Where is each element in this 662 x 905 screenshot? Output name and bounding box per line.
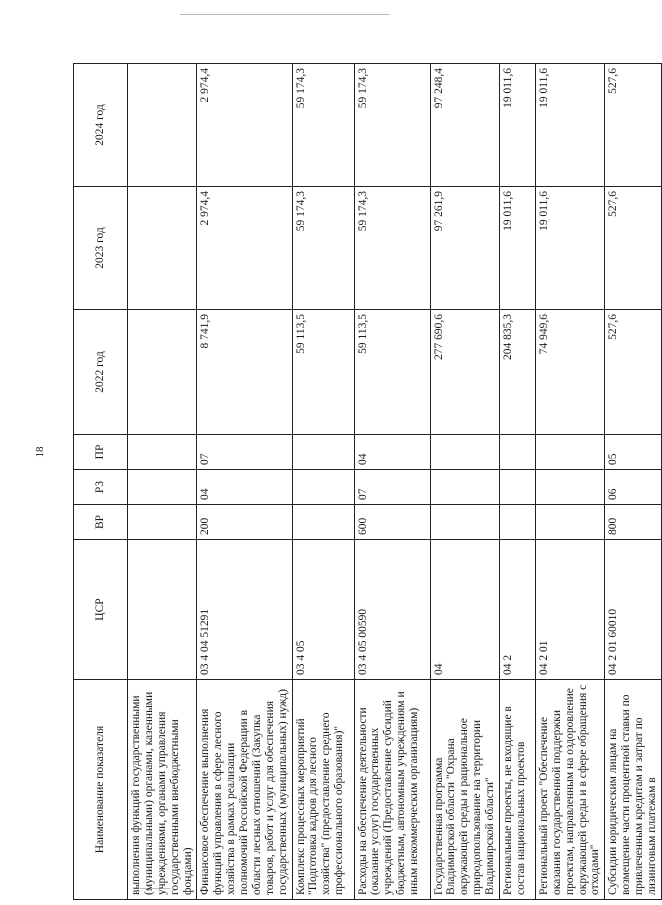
cell-pr <box>430 435 499 470</box>
cell-name: Региональный проект "Обеспечение оказания государственной поддержки проектам, направленным на оздоровление окружающей среды и в сфере обращения с отходами" <box>535 680 604 900</box>
table-row <box>430 64 499 900</box>
cell-rz: 04 <box>197 470 292 505</box>
cell-2023: 59 174,3 <box>292 187 354 310</box>
cell-2023: 527,6 <box>605 187 662 310</box>
header-vr: ВР <box>74 505 128 540</box>
cell-2022 <box>128 310 197 435</box>
table-area <box>73 64 658 900</box>
cell-pr: 04 <box>354 435 430 470</box>
cell-csr: 04 2 01 <box>535 540 604 680</box>
cell-2024: 19 011,6 <box>499 64 535 187</box>
cell-vr: 800 <box>605 505 662 540</box>
cell-vr <box>430 505 499 540</box>
table-row <box>292 64 354 900</box>
page-number: 18 <box>34 446 46 458</box>
cell-2022: 527,6 <box>605 310 662 435</box>
cell-vr <box>499 505 535 540</box>
cell-name: Государственная программа Владимирской области "Охрана окружающей среды и рациональное природопользование на территории Владимирской области" <box>430 680 499 900</box>
cell-vr <box>292 505 354 540</box>
cell-2023: 97 261,9 <box>430 187 499 310</box>
cell-vr <box>535 505 604 540</box>
cell-pr <box>499 435 535 470</box>
cell-pr: 07 <box>197 435 292 470</box>
cell-2024: 97 248,4 <box>430 64 499 187</box>
cell-name: Субсидии юридическим лицам на возмещение части процентной ставки по привлеченным кредитам и затрат по лизинговым платежам в <box>605 680 662 900</box>
cell-pr <box>128 435 197 470</box>
cell-csr: 03 4 05 <box>292 540 354 680</box>
cell-vr <box>128 505 197 540</box>
cell-name: Региональные проекты, не входящие в состав национальных проектов <box>499 680 535 900</box>
table-row <box>197 64 292 900</box>
cell-vr: 600 <box>354 505 430 540</box>
cell-name: Комплекс процессных мероприятий "Подготовка кадров для лесного хозяйства" (предоставление среднего профессионального образования)" <box>292 680 354 900</box>
header-csr: ЦСР <box>74 540 128 680</box>
cell-2022: 204 835,3 <box>499 310 535 435</box>
cell-rz <box>499 470 535 505</box>
cell-2023: 2 974,4 <box>197 187 292 310</box>
cell-2024: 2 974,4 <box>197 64 292 187</box>
table-row <box>605 64 662 900</box>
header-rz: РЗ <box>74 470 128 505</box>
header-2024: 2024 год <box>74 64 128 187</box>
cell-pr: 05 <box>605 435 662 470</box>
cell-2023: 19 011,6 <box>535 187 604 310</box>
cell-2023: 59 174,3 <box>354 187 430 310</box>
cell-rz: 06 <box>605 470 662 505</box>
cell-2024: 19 011,6 <box>535 64 604 187</box>
cell-2022: 74 949,6 <box>535 310 604 435</box>
cell-name: Финансовое обеспечение выполнения функций управления в сфере лесного хозяйства в рамках реализации полномочий Российской Федерации в области лесных отношений (Закупка товаров, работ и услуг для обеспечения государственных (муниципальных) нужд) <box>197 680 292 900</box>
cell-csr: 04 2 <box>499 540 535 680</box>
cell-csr: 04 2 01 60010 <box>605 540 662 680</box>
cell-pr <box>292 435 354 470</box>
cell-2023 <box>128 187 197 310</box>
rotated-table-wrapper <box>73 64 658 900</box>
cell-pr <box>535 435 604 470</box>
cell-csr: 03 4 04 51291 <box>197 540 292 680</box>
cell-2024: 59 174,3 <box>292 64 354 187</box>
cell-2022: 277 690,6 <box>430 310 499 435</box>
header-pr: ПР <box>74 435 128 470</box>
cell-2022: 8 741,9 <box>197 310 292 435</box>
cell-csr <box>128 540 197 680</box>
budget-table <box>73 63 662 900</box>
header-2023: 2023 год <box>74 187 128 310</box>
cell-2024: 59 174,3 <box>354 64 430 187</box>
cell-rz <box>430 470 499 505</box>
cell-rz <box>535 470 604 505</box>
table-header-row <box>74 64 128 900</box>
header-2022: 2022 год <box>74 310 128 435</box>
cell-rz: 07 <box>354 470 430 505</box>
cell-rz <box>292 470 354 505</box>
cell-rz <box>128 470 197 505</box>
cell-2024: 527,6 <box>605 64 662 187</box>
cell-csr: 03 4 05 00590 <box>354 540 430 680</box>
cell-2023: 19 011,6 <box>499 187 535 310</box>
table-row <box>354 64 430 900</box>
cell-2024 <box>128 64 197 187</box>
header-name: Наименование показателя <box>74 680 128 900</box>
cell-csr: 04 <box>430 540 499 680</box>
cell-name: выполнения функций государственными (муниципальными) органами, казенными учреждениями, органами управления государственными внебюджетными фондами) <box>128 680 197 900</box>
table-row <box>128 64 197 900</box>
scan-mark <box>180 14 390 15</box>
table-row <box>535 64 604 900</box>
cell-2022: 59 113,5 <box>354 310 430 435</box>
cell-name: Расходы на обеспечение деятельности (оказание услуг) государственных учреждений (Предоставление субсидий бюджетным, автономным учреждениям и иным некоммерческим организациям) <box>354 680 430 900</box>
cell-vr: 200 <box>197 505 292 540</box>
cell-2022: 59 113,5 <box>292 310 354 435</box>
table-row <box>499 64 535 900</box>
